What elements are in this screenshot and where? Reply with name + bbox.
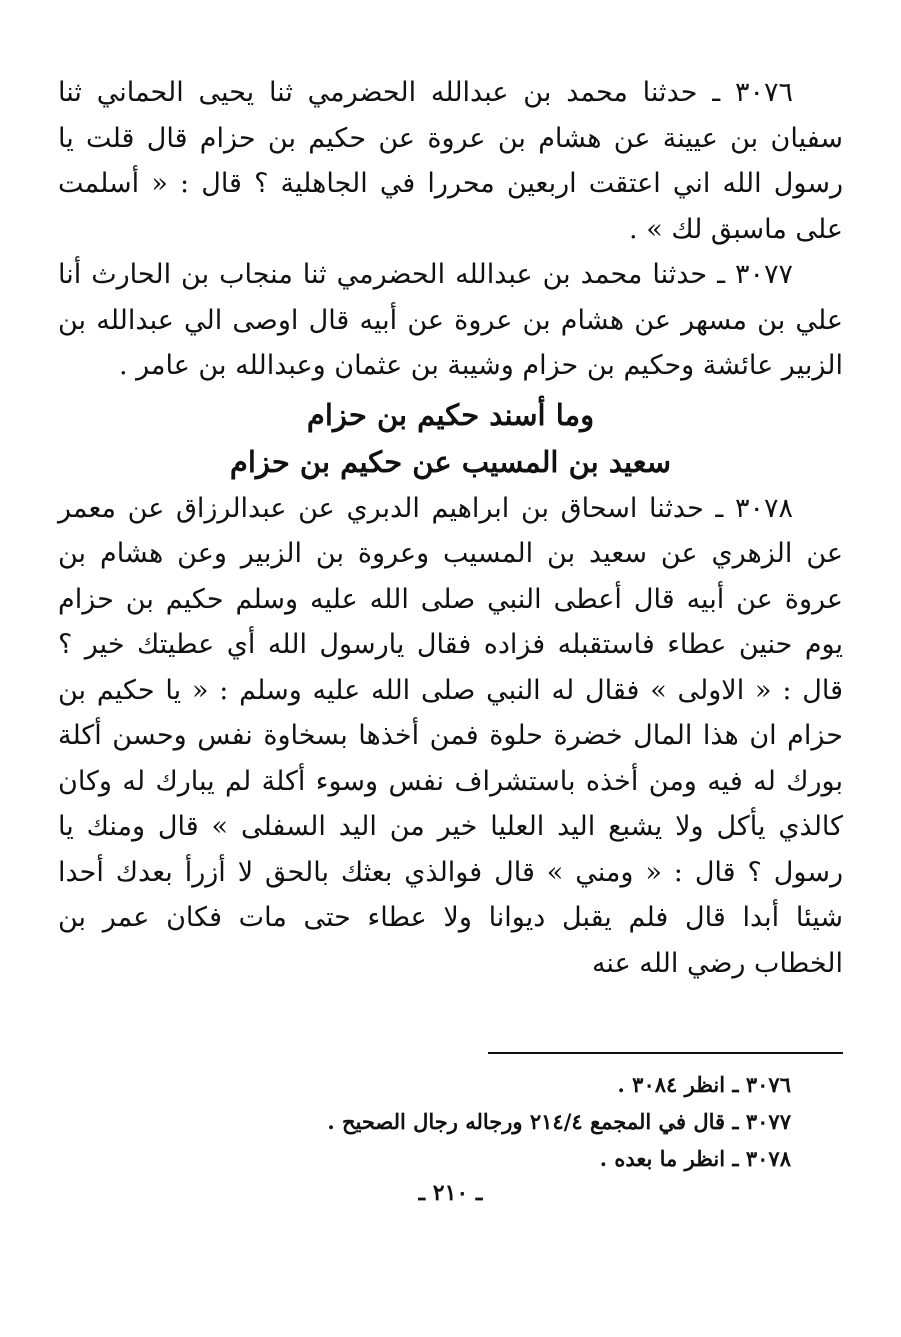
footnotes-block (91, 1066, 791, 1177)
footnote-3077: ٣٠٧٧ ـ قال في المجمع ٢١٤/٤ ورجاله رجال الصحيح . (327, 1109, 791, 1134)
main-text-block (58, 70, 843, 986)
footnote-3078: ٣٠٧٨ ـ انظر ما بعده . (599, 1146, 791, 1171)
page-number: ـ ٢١٠ ـ (418, 1180, 483, 1206)
paragraph-3078: ٣٠٧٨ ـ حدثنا اسحاق بن ابراهيم الدبري عن عبدالرزاق عن معمر عن الزهري عن سعيد بن المسيب وعروة بن الزبير وعن هشام بن عروة عن أبيه قال أعطى النبي صلى الله عليه وسلم حكيم بن حزام يوم حنين عطاء فاستقبله فزاده فقال يارسول الله أي عطيتك خير ؟ قال : « الاولى » فقال له النبي صلى الله عليه وسلم : « يا حكيم بن حزام ان هذا المال خضرة حلوة فمن أخذها بسخاوة نفس وحسن أكلة بورك له فيه ومن أخذه باستشراف نفس وسوء أكلة لم يبارك له وكان كالذي يأكل ولا يشبع اليد العليا خير من اليد السفلى » قال ومنك يا رسول ؟ قال : « ومني » قال فوالذي بعثك بالحق لا أزرأ بعدك أحدا شيئا أبدا قال فلم يقبل ديوانا ولا عطاء حتى مات فكان عمر بن الخطاب رضي الله عنه (58, 492, 843, 979)
section-headings (58, 392, 843, 486)
paragraph-3076: ٣٠٧٦ ـ حدثنا محمد بن عبدالله الحضرمي ثنا يحيى الحماني ثنا سفيان بن عيينة عن هشام بن عروة عن حكيم بن حزام قال قلت يا رسول الله اني اعتقت اربعين محررا في الجاهلية ؟ قال : « أسلمت على ماسبق لك » . (58, 77, 843, 245)
paragraph-3077: ٣٠٧٧ ـ حدثنا محمد بن عبدالله الحضرمي ثنا منجاب بن الحارث أنا علي بن مسهر عن هشام بن عروة عن أبيه قال اوصى الي عبدالله بن الزبير عائشة وحكيم بن حزام وشيبة بن عثمان وعبدالله بن عامر . (58, 259, 843, 381)
footnote-divider (488, 1052, 843, 1054)
footnote-3076: ٣٠٧٦ ـ انظر ٣٠٨٤ . (617, 1072, 791, 1097)
section-heading-sub: سعيد بن المسيب عن حكيم بن حزام (229, 444, 672, 479)
section-heading-main: وما أسند حكيم بن حزام (306, 397, 595, 432)
